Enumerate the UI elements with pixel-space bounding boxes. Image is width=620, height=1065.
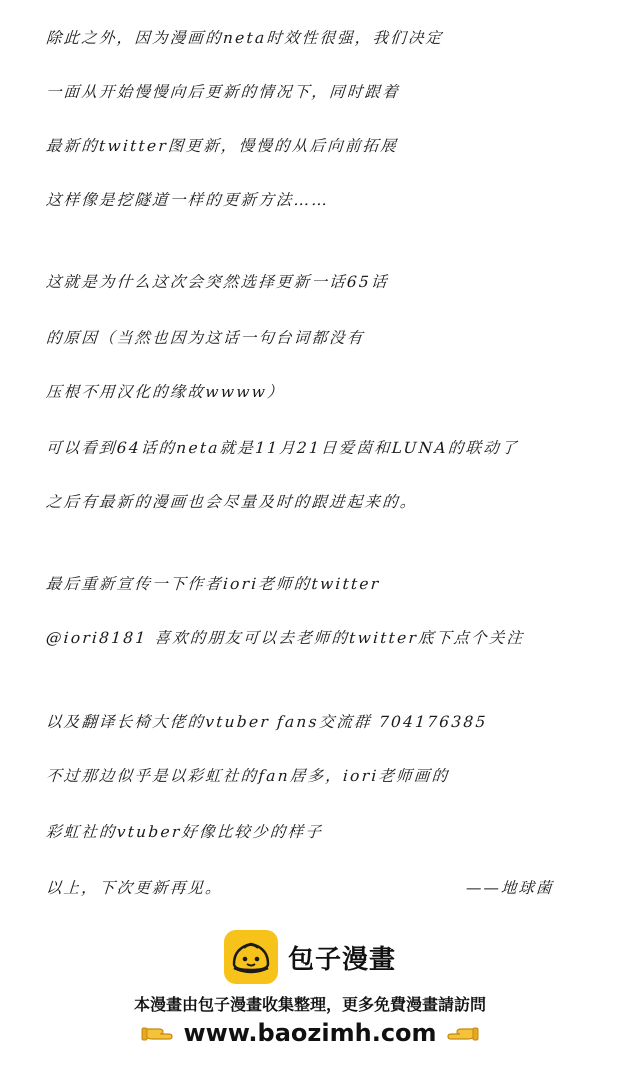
letter-line: 可以看到64话的neta就是11月21日爱茵和LUNA的联动了 [45, 439, 520, 457]
letter-line: 不过那边似乎是以彩虹社的fan居多，iori老师画的 [45, 767, 450, 785]
letter-line: 的原因（当然也因为这话一句台词都没有 [45, 329, 366, 347]
letter-line: 压根不用汉化的缘故wwww） [45, 383, 286, 401]
promo-text: 本漫畫由包子漫畫收集整理，更多免費漫畫請訪問 [133, 995, 486, 1014]
letter-line: 这样像是挖隧道一样的更新方法…… [45, 191, 330, 209]
letter-line: 之后有最新的漫画也会尽量及时的跟进起来的。 [45, 493, 419, 511]
bun-face-icon [224, 930, 278, 984]
letter-line: 最后重新宣传一下作者iori老师的twitter [45, 575, 382, 593]
url-row [0, 1016, 620, 1050]
site-logo[interactable] [0, 928, 620, 986]
letter-line: 一面从开始慢慢向后更新的情况下，同时跟着 [45, 83, 401, 101]
site-url-link[interactable]: www.baozimh.com [183, 1019, 437, 1047]
letter-line: 最新的twitter图更新，慢慢的从后向前拓展 [45, 137, 399, 155]
pointing-hand-icon [447, 1021, 479, 1045]
logo-text: 包子漫畫 [287, 944, 396, 975]
letter-line: 彩虹社的vtuber好像比较少的样子 [45, 823, 324, 841]
pointing-hand-icon [141, 1021, 173, 1045]
letter-line: 以上，下次更新再见。 [45, 879, 224, 897]
letter-line: 以及翻译长椅大佬的vtuber fans交流群 704176385 [45, 713, 489, 731]
letter-line: 这就是为什么这次会突然选择更新一话65话 [45, 273, 390, 291]
signature: ——地球菌 [465, 879, 555, 897]
site-footer [0, 920, 620, 1065]
letter-line: 除此之外，因为漫画的neta时效性很强，我们决定 [45, 29, 444, 47]
letter-line: @iori8181 喜欢的朋友可以去老师的twitter底下点个关注 [45, 629, 525, 647]
